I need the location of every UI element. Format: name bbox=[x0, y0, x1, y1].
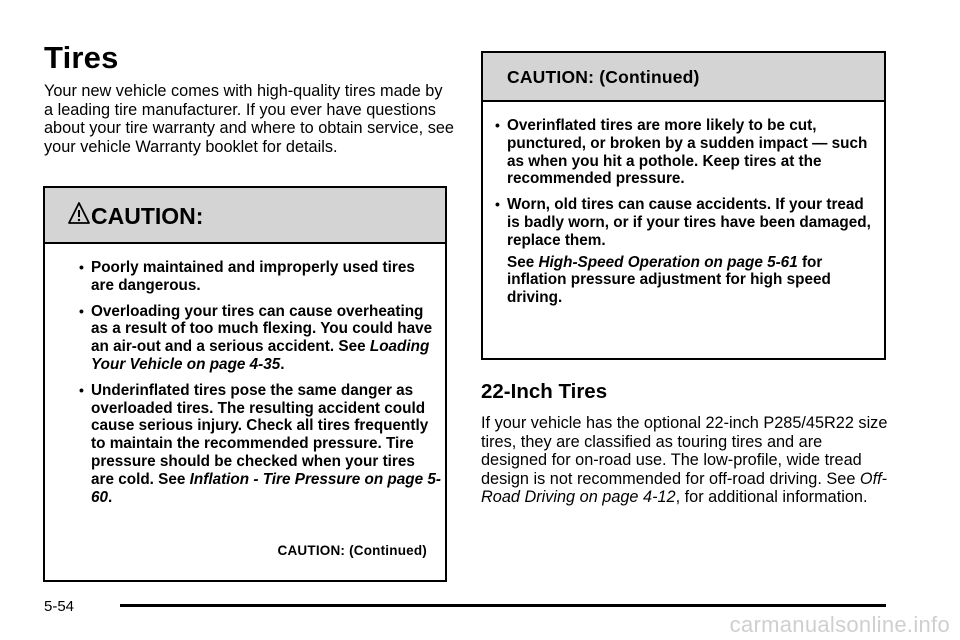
bullet-dot-icon: • bbox=[495, 196, 500, 213]
warning-triangle-icon bbox=[67, 201, 91, 227]
intro-paragraph: Your new vehicle comes with high-quality tires made by a leading tire manufacturer. If you ever have questions about your tire warranty and where to obtain service, see your vehicle Warranty booklet for details. bbox=[44, 82, 454, 156]
bullet-text: Overloading your tires can cause overheating as a result of too much flexing. You could have an air-out and a serious accident. See bbox=[91, 302, 433, 356]
see-prefix: See bbox=[507, 253, 539, 271]
caution-bullet bbox=[495, 196, 877, 249]
page-title: Tires bbox=[44, 40, 119, 75]
bullet-dot-icon: • bbox=[79, 381, 84, 398]
bullet-dot-icon: • bbox=[79, 259, 84, 275]
watermark: carmanualsonline.info bbox=[729, 612, 950, 637]
cross-reference-link[interactable]: Off-Road Driving on page 4-12 bbox=[481, 469, 888, 507]
caution-header bbox=[45, 188, 445, 244]
caution-bullet bbox=[79, 259, 441, 295]
paragraph-text-end: , for additional information. bbox=[675, 488, 868, 507]
bullet-text-end: . bbox=[280, 355, 285, 373]
cross-reference-link[interactable]: Inflation - Tire Pressure on page 5-60 bbox=[91, 470, 441, 506]
bullet-dot-icon: • bbox=[495, 117, 500, 133]
footer-divider bbox=[120, 604, 886, 607]
bullet-dot-icon: • bbox=[79, 302, 84, 319]
see-also-note bbox=[507, 254, 877, 307]
page-number: 5-54 bbox=[44, 598, 75, 615]
section-paragraph bbox=[481, 414, 891, 507]
bullet-text: Underinflated tires pose the same danger as overloaded tires. The resulting accident could cause serious injury. Check all tires frequently to maintain the recommended pressure. Tire pressure should be checked when your tires are cold. See bbox=[91, 381, 429, 488]
caution-box-1 bbox=[43, 186, 447, 582]
caution-heading: CAUTION: (Continued) bbox=[507, 67, 700, 87]
cross-reference-link[interactable]: High-Speed Operation on page 5-61 bbox=[538, 253, 798, 271]
bullet-text: Worn, old tires can cause accidents. If your tread is badly worn, or if your tires have been damaged, replace them. bbox=[507, 196, 871, 249]
caution-box-2 bbox=[481, 51, 886, 360]
section-title: 22-Inch Tires bbox=[481, 380, 608, 403]
caution-bullet bbox=[79, 302, 441, 374]
caution-body bbox=[79, 259, 441, 514]
caution-bullet bbox=[495, 117, 877, 188]
see-text: for inflation pressure adjustment for high speed driving. bbox=[507, 253, 831, 307]
caution-continued-label: CAUTION: (Continued) bbox=[277, 543, 427, 558]
bullet-text: Poorly maintained and improperly used tires are dangerous. bbox=[91, 259, 415, 294]
cross-reference-link[interactable]: Loading Your Vehicle on page 4-35 bbox=[91, 338, 430, 373]
paragraph-text: If your vehicle has the optional 22-inch P285/45R22 size tires, they are classified as touring tires and are designed for on-road use. The low-profile, wide tread design is not recommended for off-road driving. See bbox=[481, 414, 888, 488]
caution-body bbox=[495, 117, 877, 307]
caution-header bbox=[483, 53, 884, 102]
caution-bullet bbox=[79, 381, 441, 507]
bullet-text: Overinflated tires are more likely to be cut, punctured, or broken by a sudden impact — such as when you hit a pothole. Keep tires at the recommended pressure. bbox=[507, 117, 868, 188]
bullet-text-end: . bbox=[108, 488, 113, 506]
caution-heading: CAUTION: bbox=[91, 203, 204, 229]
